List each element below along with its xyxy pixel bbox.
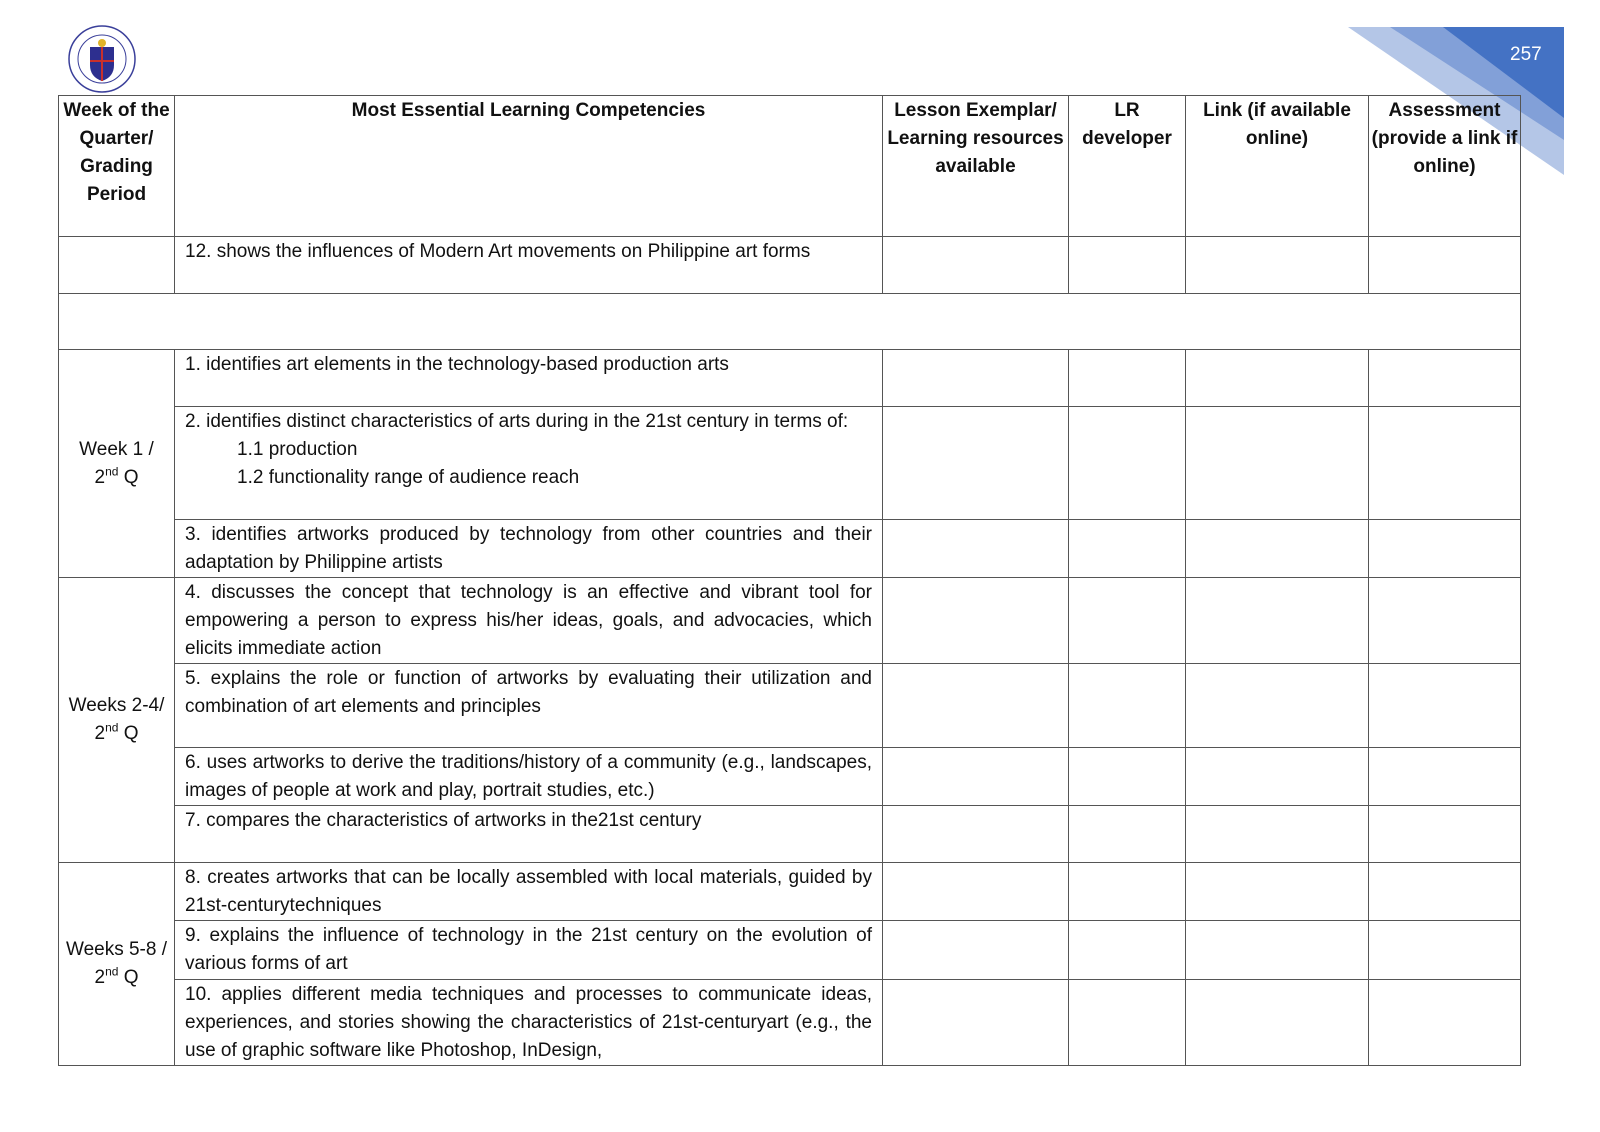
table-row bbox=[59, 980, 1521, 1066]
table-row bbox=[59, 664, 1521, 748]
competency: 4. discusses the concept that technology is an effective and vibrant tool for empowering a person to express his/her ideas, goals, and advocacies, which elicits immediate action bbox=[175, 578, 883, 664]
competency: 5. explains the role or function of artworks by evaluating their utilization and combination of art elements and principles bbox=[175, 664, 883, 748]
header-lesson-exemplar: Lesson Exemplar/ Learning resources available bbox=[883, 96, 1069, 237]
table-row bbox=[59, 578, 1521, 664]
sub-item: 1.1 production bbox=[237, 439, 358, 460]
header-competencies: Most Essential Learning Competencies bbox=[175, 96, 883, 237]
week-cell: Weeks 5-8 / 2nd Q bbox=[59, 863, 175, 1066]
competency: 3. identifies artworks produced by technology from other countries and their adaptation by Philippine artists bbox=[175, 520, 883, 578]
table-row bbox=[59, 748, 1521, 806]
table-row bbox=[59, 350, 1521, 407]
week-cell: Weeks 2-4/ 2nd Q bbox=[59, 578, 175, 863]
header-link: Link (if available online) bbox=[1186, 96, 1369, 237]
table-row bbox=[59, 863, 1521, 921]
sub-item: 1.2 functionality range of audience reach bbox=[237, 467, 580, 488]
table-row bbox=[59, 407, 1521, 520]
blank-row bbox=[59, 294, 1521, 350]
header-lr-developer: LR developer bbox=[1069, 96, 1186, 237]
page-number: 257 bbox=[1510, 44, 1542, 65]
deped-seal-logo bbox=[68, 25, 136, 93]
competency: 7. compares the characteristics of artworks in the21st century bbox=[175, 806, 883, 863]
competency: 8. creates artworks that can be locally assembled with local materials, guided by 21st-centurytechniques bbox=[175, 863, 883, 921]
competency: 2. identifies distinct characteristics of arts during in the 21st century in terms of: 1.1 production 1.2 functionality range of audience reach bbox=[175, 407, 883, 520]
week-cell: Week 1 / 2nd Q bbox=[59, 350, 175, 578]
competency: 12. shows the influences of Modern Art movements on Philippine art forms bbox=[175, 237, 883, 294]
competency: 6. uses artworks to derive the traditions/history of a community (e.g., landscapes, images of people at work and play, portrait studies, etc.) bbox=[175, 748, 883, 806]
melc-table bbox=[58, 95, 1521, 1066]
competency: 9. explains the influence of technology in the 21st century on the evolution of various forms of art bbox=[175, 921, 883, 980]
competency: 1. identifies art elements in the technology-based production arts bbox=[175, 350, 883, 407]
table-row bbox=[59, 237, 1521, 294]
competency: 10. applies different media techniques and processes to communicate ideas, experiences, and stories showing the characteristics of 21st-centuryart (e.g., the use of graphic software like Photoshop, InDesign, bbox=[175, 980, 883, 1066]
header-row bbox=[59, 96, 1521, 237]
table-row bbox=[59, 921, 1521, 980]
header-week: Week of the Quarter/ Grading Period bbox=[59, 96, 175, 237]
table-row bbox=[59, 806, 1521, 863]
header-assessment: Assessment (provide a link if online) bbox=[1369, 96, 1521, 237]
table-row bbox=[59, 520, 1521, 578]
